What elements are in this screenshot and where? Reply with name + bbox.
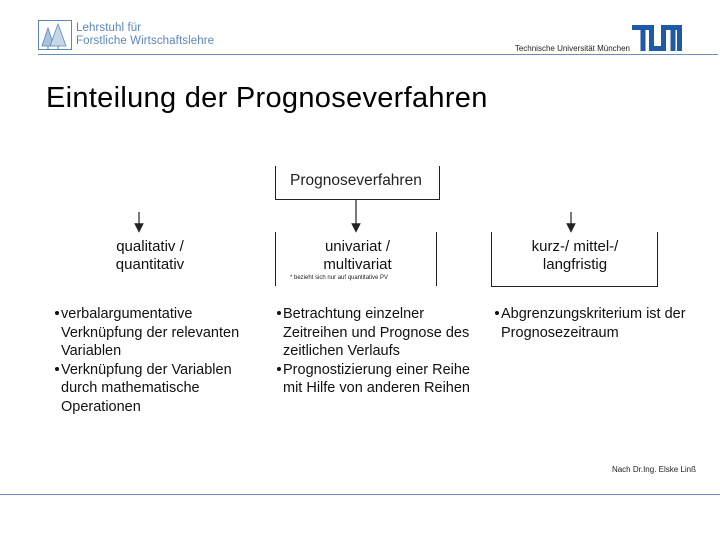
chair-name-line2: Forstliche Wirtschaftslehre [76, 35, 215, 47]
list-item [57, 305, 262, 361]
category-line2: langfristig [542, 256, 608, 273]
category-line1: kurz-/ mittel-/ [531, 238, 619, 255]
list-item-text: verbalargumentative Verknüpfung der relevanten Variablen [61, 306, 240, 359]
category-line1: qualitativ / [116, 238, 184, 255]
list-item-text: Betrachtung einzelner Zeitreihen und Prognose des zeitlichen Verlaufs [283, 306, 470, 359]
category-line2: quantitativ [115, 256, 185, 273]
bullet-icon [277, 367, 281, 371]
list-item [497, 305, 697, 342]
list-item [279, 305, 479, 361]
bullet-icon [55, 367, 59, 371]
list-item-text: Prognostizierung einer Reihe mit Hilfe von anderen Reihen [283, 361, 470, 396]
category-line2: multivariat [323, 256, 392, 273]
chair-name-line1: Lehrstuhl für [76, 22, 142, 34]
footnote: * bezieht sich nur auf quantitative PV [290, 275, 389, 281]
category-univariat [285, 238, 430, 274]
bullet-icon [495, 311, 499, 315]
list-item [57, 361, 262, 417]
source-credit: Nach Dr.Ing. Elske Linß [611, 465, 696, 474]
bullet-list-zeitraum [497, 305, 697, 342]
bullet-list-univariat [279, 305, 479, 398]
slide-title: Einteilung der Prognoseverfahren [46, 82, 488, 114]
list-item-text: Verknüpfung der Variablen durch mathematische Operationen [61, 361, 232, 415]
category-qualitativ [90, 238, 210, 274]
bullet-icon [277, 311, 281, 315]
list-item [279, 361, 479, 398]
university-name: Technische Universität München [514, 44, 630, 53]
footer-divider [0, 494, 720, 495]
root-label: Prognoseverfahren [290, 172, 422, 189]
list-item-text: Abgrenzungskriterium ist der Prognosezeitraum [501, 306, 686, 341]
bullet-list-qualitativ [57, 305, 262, 416]
category-line1: univariat / [324, 238, 391, 255]
category-zeitraum [500, 238, 650, 274]
bullet-icon [55, 311, 59, 315]
